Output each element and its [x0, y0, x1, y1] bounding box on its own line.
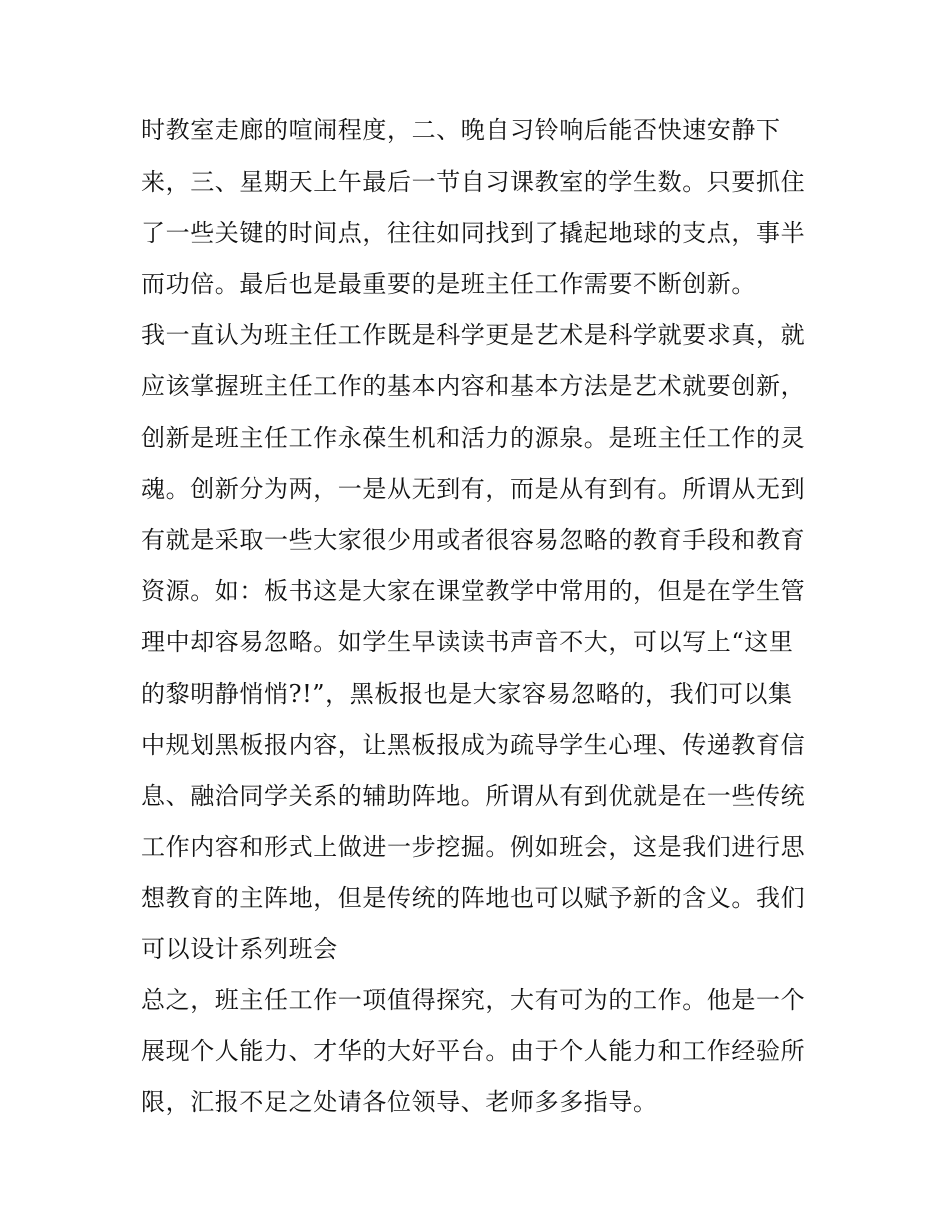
text-line: 展现个人能力、才华的大好平台。由于个人能力和工作经验所 [141, 1037, 806, 1065]
text-line: 有就是采取一些大家很少用或者很容易忽略的教育手段和教育 [141, 526, 806, 554]
text-line: 而功倍。最后也是最重要的是班主任工作需要不断创新。 [141, 270, 756, 298]
text-line: 工作内容和形式上做进一步挖掘。例如班会，这是我们进行思 [141, 833, 806, 861]
text-line: 的黎明静悄悄?!”，黑板报也是大家容易忽略的，我们可以集 [141, 680, 793, 708]
text-line: 时教室走廊的喧闹程度，二、晚自习铃响后能否快速安静下 [141, 116, 781, 144]
text-line: 来，三、星期天上午最后一节自习课教室的学生数。只要抓住 [141, 168, 806, 196]
text-line: 资源。如：板书这是大家在课堂教学中常用的，但是在学生管 [141, 577, 806, 605]
text-line: 理中却容易忽略。如学生早读读书声音不大，可以写上“这里 [141, 628, 794, 656]
text-line: 可以设计系列班会 [141, 935, 338, 963]
text-line: 创新是班主任工作永葆生机和活力的源泉。是班主任工作的灵 [141, 424, 806, 452]
text-line: 魂。创新分为两，一是从无到有，而是从有到有。所谓从无到 [141, 475, 806, 503]
text-line: 应该掌握班主任工作的基本内容和基本方法是艺术就要创新， [141, 372, 806, 400]
text-line: 了一些关键的时间点，往往如同找到了撬起地球的支点，事半 [141, 219, 806, 247]
text-line: 我一直认为班主任工作既是科学更是艺术是科学就要求真，就 [141, 321, 806, 349]
text-line: 息、融洽同学关系的辅助阵地。所谓从有到优就是在一些传统 [141, 782, 806, 810]
text-line: 中规划黑板报内容，让黑板报成为疏导学生心理、传递教育信 [141, 731, 806, 759]
text-line: 想教育的主阵地，但是传统的阵地也可以赋予新的含义。我们 [141, 884, 806, 912]
text-line: 总之，班主任工作一项值得探究，大有可为的工作。他是一个 [141, 986, 806, 1014]
text-line: 限，汇报不足之处请各位领导、老师多多指导。 [141, 1088, 658, 1116]
